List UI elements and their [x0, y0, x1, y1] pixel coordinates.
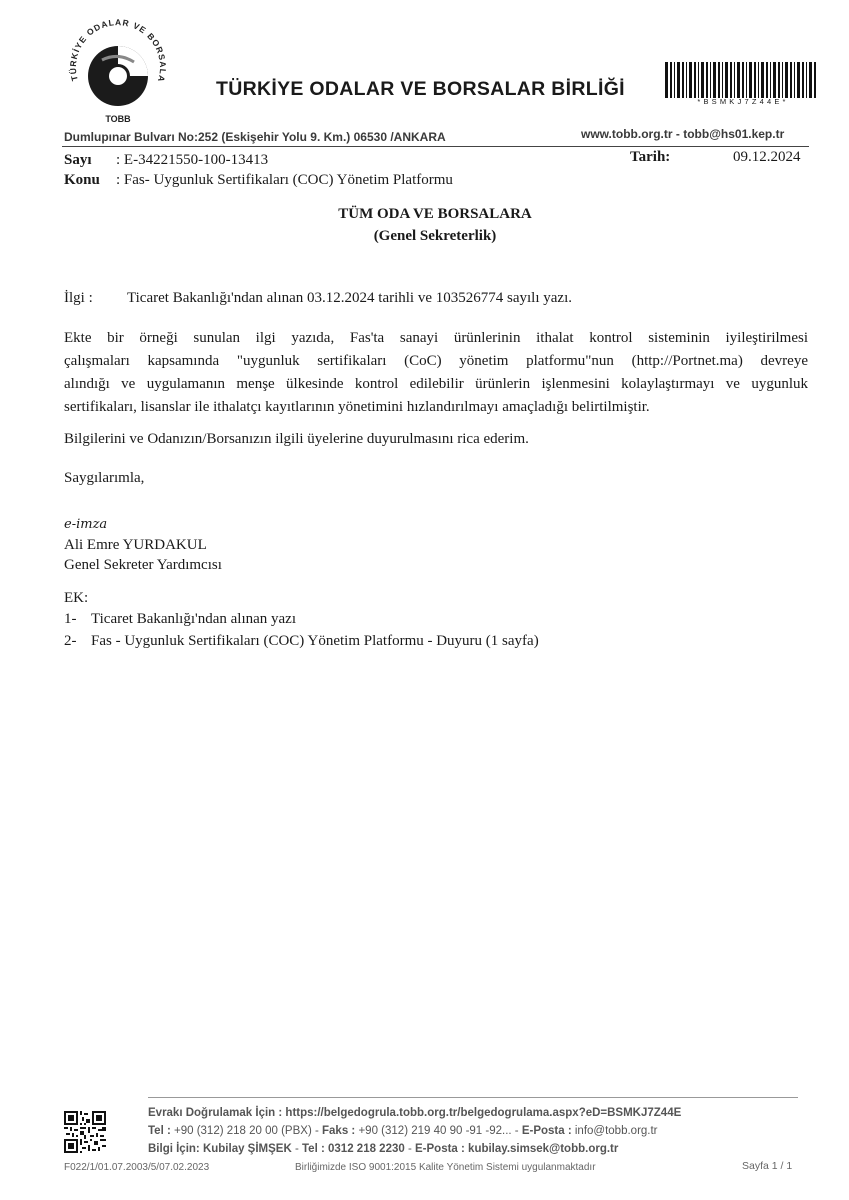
page-number: Sayfa 1 / 1	[742, 1160, 793, 1172]
barcode-bar	[686, 62, 687, 98]
paragraph-line: alındığı ve uygulamanın menşe ülkesinde kontrol edilebilir ürünlerin işlenmesini kolaylaştırmayı ve uygunluk	[64, 376, 808, 392]
tel-label: Tel :	[148, 1125, 171, 1137]
sayi-label: Sayı	[64, 152, 92, 168]
e-imza-mark: e-imza	[64, 517, 108, 532]
barcode-bar	[694, 62, 696, 98]
footer-divider	[148, 1097, 798, 1098]
barcode-bar	[665, 62, 668, 98]
faks-label: Faks :	[322, 1125, 356, 1137]
barcode-text: *BSMKJ7Z44E*	[697, 97, 789, 106]
org-name: TÜRKİYE ODALAR VE BORSALAR BİRLİĞİ	[216, 78, 625, 100]
barcode-bar	[713, 62, 716, 98]
body-paragraph-2: Bilgilerini ve Odanızın/Borsanızın ilgili üyelerine duyurulmasını rica ederim.	[64, 431, 529, 447]
addressee-title: TÜM ODA VE BORSALARA	[338, 206, 532, 222]
tarih-label: Tarih:	[630, 149, 671, 165]
ilgi-text: Ticaret Bakanlığı'ndan alınan 03.12.2024 tarihli ve 103526774 sayılı yazı.	[127, 290, 572, 306]
bilgi-eposta-value[interactable]: kubilay.simsek@tobb.org.tr	[468, 1143, 619, 1155]
tel-value: +90 (312) 218 20 00 (PBX)	[174, 1125, 312, 1137]
barcode-bar	[706, 62, 708, 98]
barcode-bar	[710, 62, 711, 98]
barcode-bar	[730, 62, 732, 98]
address-line: Dumlupınar Bulvarı No:252 (Eskişehir Yolu 9. Km.) 06530 /ANKARA	[64, 130, 446, 144]
barcode-bar	[677, 62, 680, 98]
barcode	[665, 62, 819, 98]
konu-label: Konu	[64, 172, 100, 188]
barcode-bar	[734, 62, 735, 98]
barcode-bar	[682, 62, 684, 98]
attachment-text: Ticaret Bakanlığı'ndan alınan yazı	[91, 611, 297, 627]
eposta-label: E-Posta :	[521, 1125, 572, 1137]
barcode-bar	[773, 62, 776, 98]
barcode-bar	[802, 62, 804, 98]
barcode-bar	[749, 62, 752, 98]
barcode-bar	[794, 62, 795, 98]
ilgi-label: İlgi :	[64, 290, 93, 306]
barcode-bar	[766, 62, 768, 98]
eposta-value[interactable]: info@tobb.org.tr	[574, 1125, 658, 1137]
header-divider	[62, 146, 809, 147]
attachments-label: EK:	[64, 590, 89, 606]
bilgi-tel-value: 0312 218 2230	[328, 1143, 405, 1155]
signer-title: Genel Sekreter Yardımcısı	[64, 557, 222, 573]
closing: Saygılarımla,	[64, 470, 145, 486]
attachment-number: 1-	[64, 611, 77, 627]
barcode-bar	[670, 62, 672, 98]
info-line: Bilgi İçin: Kubilay ŞİMŞEK - Tel : 0312 218 2230 - E-Posta : kubilay.simsek@tobb.org.tr	[148, 1143, 619, 1155]
barcode-bar	[785, 62, 788, 98]
barcode-bar	[770, 62, 771, 98]
barcode-bar	[806, 62, 807, 98]
barcode-bar	[701, 62, 704, 98]
attachment-number: 2-	[64, 633, 77, 649]
barcode-bar	[778, 62, 780, 98]
barcode-bar	[742, 62, 744, 98]
qr-code[interactable]	[64, 1111, 106, 1153]
barcode-bar	[722, 62, 723, 98]
barcode-bar	[689, 62, 692, 98]
tobb-logo	[62, 16, 174, 128]
verify-label: Evrakı Doğrulamak İçin :	[148, 1107, 283, 1119]
barcode-bar	[790, 62, 792, 98]
barcode-bar	[809, 62, 812, 98]
tarih-value: 09.12.2024	[733, 149, 801, 165]
paragraph-line: çalışmaları kapsamında "uygunluk sertifikaları (CoC) yönetim platformu"nun (http://Portnet.ma) devreye	[64, 353, 808, 369]
logo-abbr: TOBB	[105, 114, 131, 124]
attachment-text: Fas - Uygunluk Sertifikaları (COC) Yönetim Platformu - Duyuru (1 sayfa)	[91, 633, 539, 649]
konu-value: : Fas- Uygunluk Sertifikaları (COC) Yönetim Platformu	[116, 172, 453, 188]
barcode-bar	[698, 62, 699, 98]
verify-url[interactable]: https://belgedogrula.tobb.org.tr/belgedogrulama.aspx?eD=BSMKJ7Z44E	[285, 1107, 682, 1119]
bilgi-eposta-label: E-Posta :	[415, 1143, 465, 1155]
barcode-bar	[758, 62, 759, 98]
tel-line: Tel : +90 (312) 218 20 00 (PBX) - Faks : +90 (312) 219 40 90 -91 -92... - E-Posta : info@tobb.org.tr	[148, 1125, 658, 1137]
web-contact-line: www.tobb.org.tr - tobb@hs01.kep.tr	[581, 127, 785, 141]
bilgi-tel-label: Tel :	[302, 1143, 325, 1155]
bilgi-label: Bilgi İçin: Kubilay ŞİMŞEK	[148, 1143, 292, 1155]
barcode-bar	[761, 62, 764, 98]
addressee-subtitle: (Genel Sekreterlik)	[373, 228, 497, 244]
sayi-value: : E-34221550-100-13413	[116, 152, 269, 168]
barcode-bar	[737, 62, 740, 98]
barcode-bar	[797, 62, 800, 98]
logo-ring-text: TÜRKİYE ODALAR VE BORSALA	[67, 17, 169, 84]
signer-name: Ali Emre YURDAKUL	[64, 537, 207, 553]
barcode-bar	[674, 62, 675, 98]
barcode-bar	[718, 62, 720, 98]
paragraph-line: Ekte bir örneği sunulan ilgi yazıda, Fas'ta sanayi ürünlerinin ithalat kontrol sisteminin iyileştirilmesi	[64, 330, 808, 346]
barcode-bar	[746, 62, 747, 98]
barcode-bar	[725, 62, 728, 98]
barcode-bar	[754, 62, 756, 98]
form-code: F022/1/01.07.2003/5/07.02.2023	[64, 1162, 210, 1173]
iso-statement: Birliğimizde ISO 9001:2015 Kalite Yönetim Sistemi uygulanmaktadır	[295, 1162, 596, 1173]
barcode-bar	[782, 62, 783, 98]
verify-line	[148, 1107, 681, 1119]
barcode-bar	[814, 62, 816, 98]
paragraph-line: sertifikaları, lisanslar ile ithalatçı kayıtlarının yönetimini hızlandırılmayı amaçladığı belirtilmiştir.	[64, 399, 650, 415]
body-paragraph-1	[64, 327, 808, 419]
faks-value: +90 (312) 219 40 90 -91 -92...	[358, 1125, 512, 1137]
